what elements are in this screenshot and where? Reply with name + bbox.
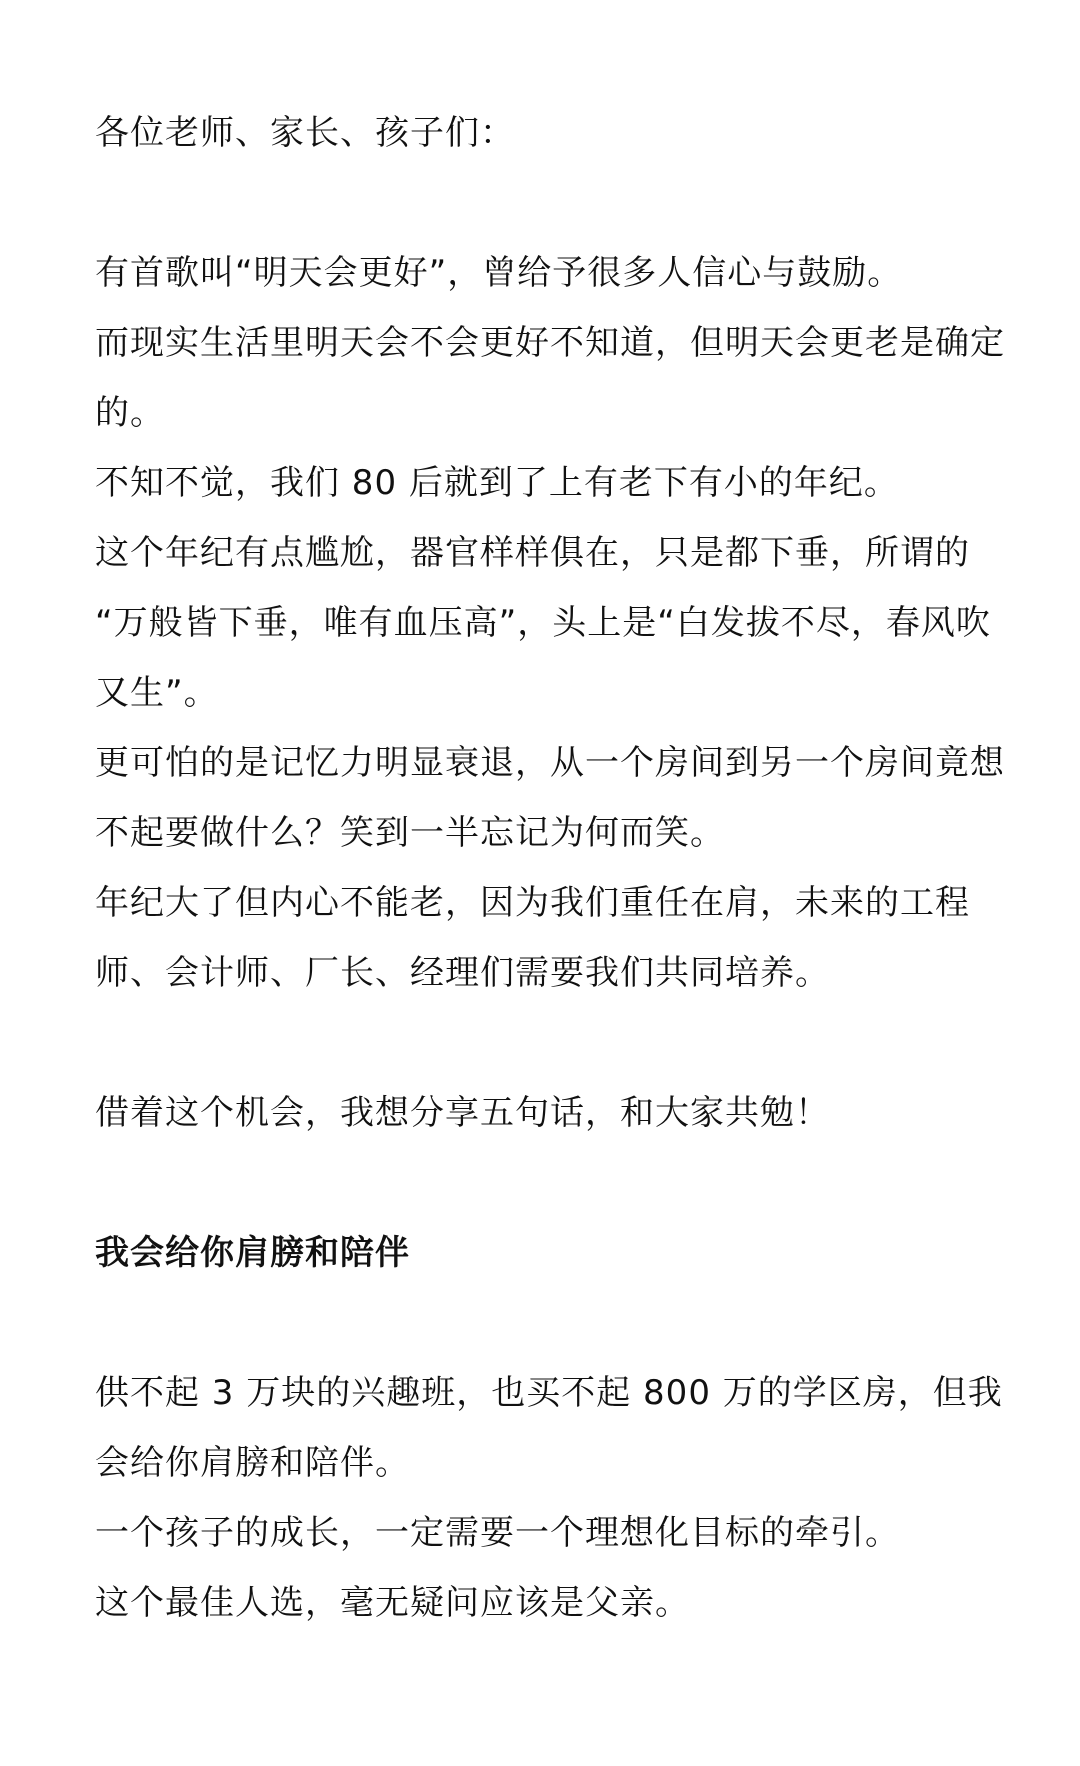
section-paragraph-3: 这个最佳人选，毫无疑问应该是父亲。 (95, 1583, 690, 1623)
intro-paragraph-5: 更可怕的是记忆力明显衰退，从一个房间到另一个房间竟想不起要做什么？笑到一半忘记为何而笑。 (95, 743, 1005, 853)
intro-paragraph-6: 年纪大了但内心不能老，因为我们重任在肩，未来的工程师、会计师、厂长、经理们需要我们共同培养。 (95, 883, 970, 993)
spacer (95, 1148, 1015, 1218)
greeting: 各位老师、家长、孩子们： (95, 113, 515, 153)
section-heading: 我会给你肩膀和陪伴 (95, 1233, 410, 1273)
intro-paragraph-1: 有首歌叫“明天会更好”，曾给予很多人信心与鼓励。 (95, 253, 903, 293)
section-paragraph-1: 供不起 3 万块的兴趣班，也买不起 800 万的学区房，但我会给你肩膀和陪伴。 (95, 1373, 1003, 1483)
intro-paragraph-3: 不知不觉，我们 80 后就到了上有老下有小的年纪。 (95, 463, 899, 503)
intro-paragraph-4: 这个年纪有点尴尬，器官样样俱在，只是都下垂，所谓的 “万般皆下垂，唯有血压高”，头上是“白发拔不尽，春风吹又生”。 (95, 533, 991, 713)
spacer (95, 168, 1015, 238)
spacer (95, 1008, 1015, 1078)
intro-paragraph-2: 而现实生活里明天会不会更好不知道，但明天会更老是确定的。 (95, 323, 1005, 433)
section-paragraph-2: 一个孩子的成长，一定需要一个理想化目标的牵引。 (95, 1513, 900, 1553)
article-body (95, 98, 1015, 1638)
transition-paragraph: 借着这个机会，我想分享五句话，和大家共勉！ (95, 1093, 830, 1133)
spacer (95, 1288, 1015, 1358)
